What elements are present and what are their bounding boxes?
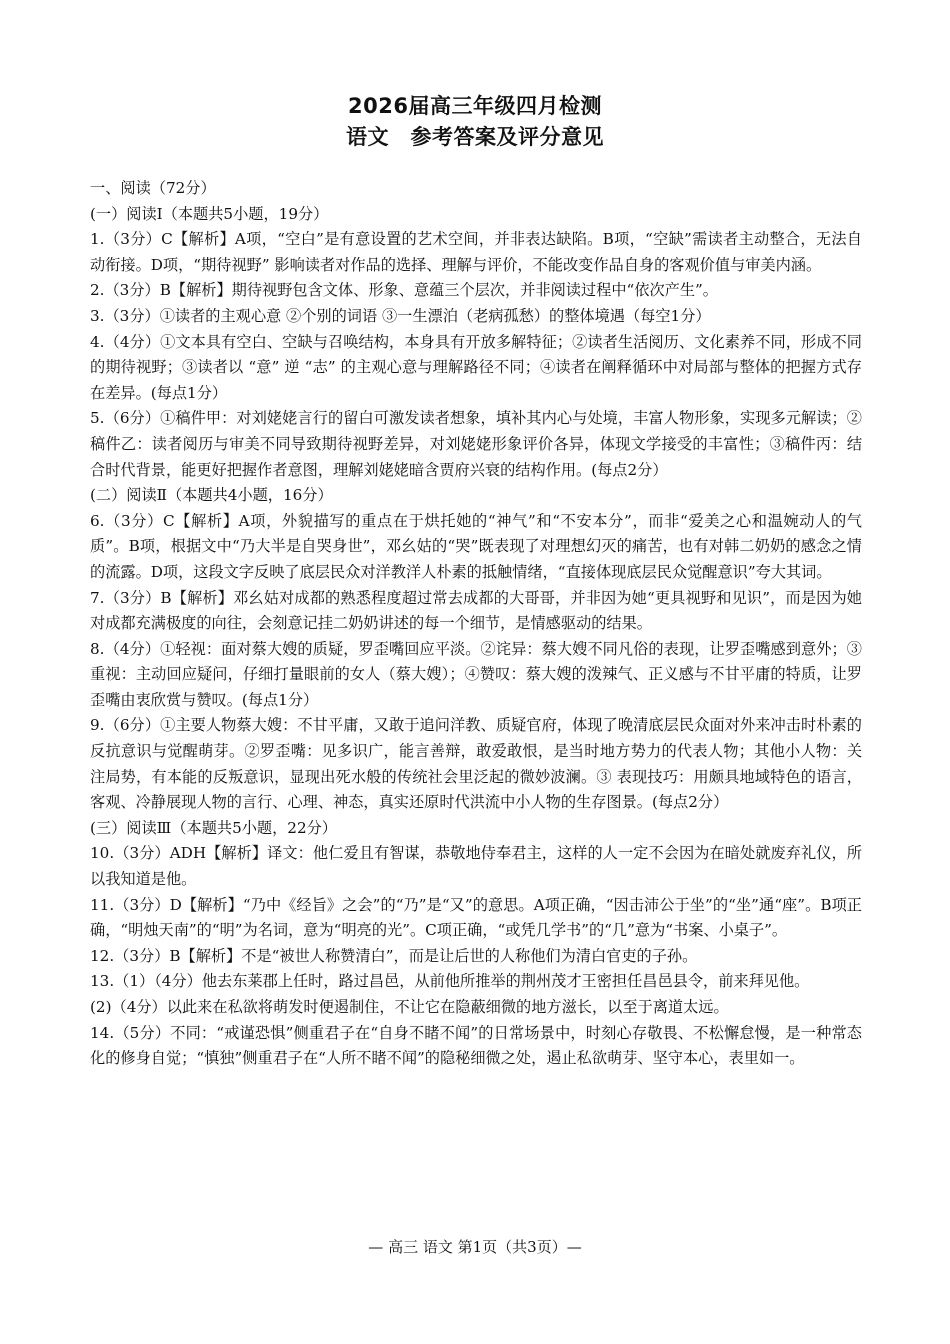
answer-item: 14.（5分）不同：“戒谨恐惧”侧重君子在“自身不睹不闻”的日常场景中，时刻心存敬畏、不松懈怠慢，是一种常态化的修身自觉；“慎独”侧重君子在“人所不睹不闻”的隐秘细微之处，遏止私欲萌芽、坚守本心，表里如一。 <box>90 1023 862 1068</box>
answer-item: 11.（3分）D【解析】“乃中《经旨》之会”的“乃”是“又”的意思。A项正确，“因击沛公于坐”的“坐”通“座”。B项正确，“明烛天南”的“明”为名词，意为“明亮的光”。C项正确，“或凭几学书”的“几”意为“书案、小桌子”。 <box>90 895 862 940</box>
answer-item: 1.（3分）C【解析】A项，“空白”是有意设置的艺术空间，并非表达缺陷。B项，“空缺”需读者主动整合，无法自动衔接。D项，“期待视野” 影响读者对作品的选择、理解与评价，不能改变作品自身的客观价值与审美内涵。 <box>90 230 862 274</box>
page-footer: — 高三 语文 第1页（共3页）— <box>368 1238 582 1256</box>
section-heading: 一、阅读（72分） <box>90 179 216 197</box>
answer-item: (2)（4分）以此来在私欲将萌发时便遏制住，不让它在隐蔽细微的地方滋长，以至于离道太远。 <box>90 998 729 1016</box>
answer-item: 4.（4分）①文本具有空白、空缺与召唤结构，本身具有开放多解特征；②读者生活阅历、文化素养不同，形成不同的期待视野；③读者以 “意” 逆 “志” 的主观心意与理解路径不同；④读者在阐释循环中对局部与整体的把握方式存在差异。(每点1分） <box>90 332 862 402</box>
subsection-heading: (三）阅读Ⅲ（本题共5小题，22分） <box>90 818 337 837</box>
answer-item: 5.（6分）①稿件甲：对刘姥姥言行的留白可激发读者想象，填补其内心与处境，丰富人物形象，实现多元解读；②稿件乙：读者阅历与审美不同导致期待视野差异，对刘姥姥形象评价各异，体现文学接受的丰富性；③稿件丙：结合时代背景，能更好把握作者意图，理解刘姥姥暗含贾府兴衰的结构作用。(每点2分） <box>90 409 862 479</box>
answer-item: 12.（3分）B【解析】不是“被世人称赞清白”，而是让后世的人称他们为清白官吏的子孙。 <box>90 946 698 965</box>
answer-item: 3.（3分）①读者的主观心意 ②个别的词语 ③一生漂泊（老病孤愁）的整体境遇（每空1分） <box>90 306 711 325</box>
answer-item: 10.（3分）ADH【解析】译文：他仁爱且有智谋，恭敬地侍奉君主，这样的人一定不会因为在暗处就废弃礼仪，所以我知道是他。 <box>90 844 862 889</box>
answer-item: 9.（6分）①主要人物蔡大嫂：不甘平庸，又敢于追问洋教、质疑官府，体现了晚清底层民众面对外来冲击时朴素的反抗意识与觉醒萌芽。②罗歪嘴：见多识广，能言善辩，敢爱敢恨，是当时地方势力的代表人物；其他小人物：关注局势，有本能的反叛意识，显现出死水般的传统社会里泛起的微妙波澜。③ 表现技巧：用颇具地域特色的语言，客观、冷静展现人物的言行、心理、神态，真实还原时代洪流中小人物的生存图景。(每点2分） <box>90 716 862 812</box>
answer-item: 13.（1）（4分）他去东莱郡上任时，路过昌邑，从前他所推举的荆州茂才王密担任昌邑县令，前来拜见他。 <box>90 972 810 991</box>
subsection-heading: (一）阅读Ⅰ（本题共5小题，19分） <box>90 204 329 223</box>
document-title: 2026届高三年级四月检测 <box>348 94 602 118</box>
answer-item: 6.（3分）C【解析】A项，外貌描写的重点在于烘托她的“神气”和“不安本分”，而非“爱美之心和温婉动人的气质”。B项，根据文中“乃大半是自哭身世”，邓幺姑的“哭”既表现了对理想幻灭的痛苦，也有对韩二奶奶的感念之情的流露。D项，这段文字反映了底层民众对洋教洋人朴素的抵触情绪，“直接体现底层民众觉醒意识”夸大其词。 <box>90 511 862 581</box>
answer-content <box>90 176 862 1072</box>
subsection-heading: (二）阅读Ⅱ（本题共4小题，16分） <box>90 486 333 505</box>
answer-item: 2.（3分）B【解析】期待视野包含文体、形象、意蕴三个层次，并非阅读过程中“依次产生”。 <box>90 281 718 300</box>
answer-item: 8.（4分）①轻视：面对蔡大嫂的质疑，罗歪嘴回应平淡。②诧异：蔡大嫂不同凡俗的表现，让罗歪嘴感到意外；③重视：主动回应疑问，仔细打量眼前的女人（蔡大嫂）；④赞叹：蔡大嫂的泼辣气、正义感与不甘平庸的特质，让罗歪嘴由衷欣赏与赞叹。(每点1分） <box>90 639 862 709</box>
answer-item: 7.（3分）B【解析】邓幺姑对成都的熟悉程度超过常去成都的大哥哥，并非因为她“更具视野和见识”，而是因为她对成都充满极度的向往，会刻意记挂二奶奶讲述的每一个细节，是情感驱动的结果。 <box>90 588 862 633</box>
document-subtitle: 语文 参考答案及评分意见 <box>346 125 604 149</box>
